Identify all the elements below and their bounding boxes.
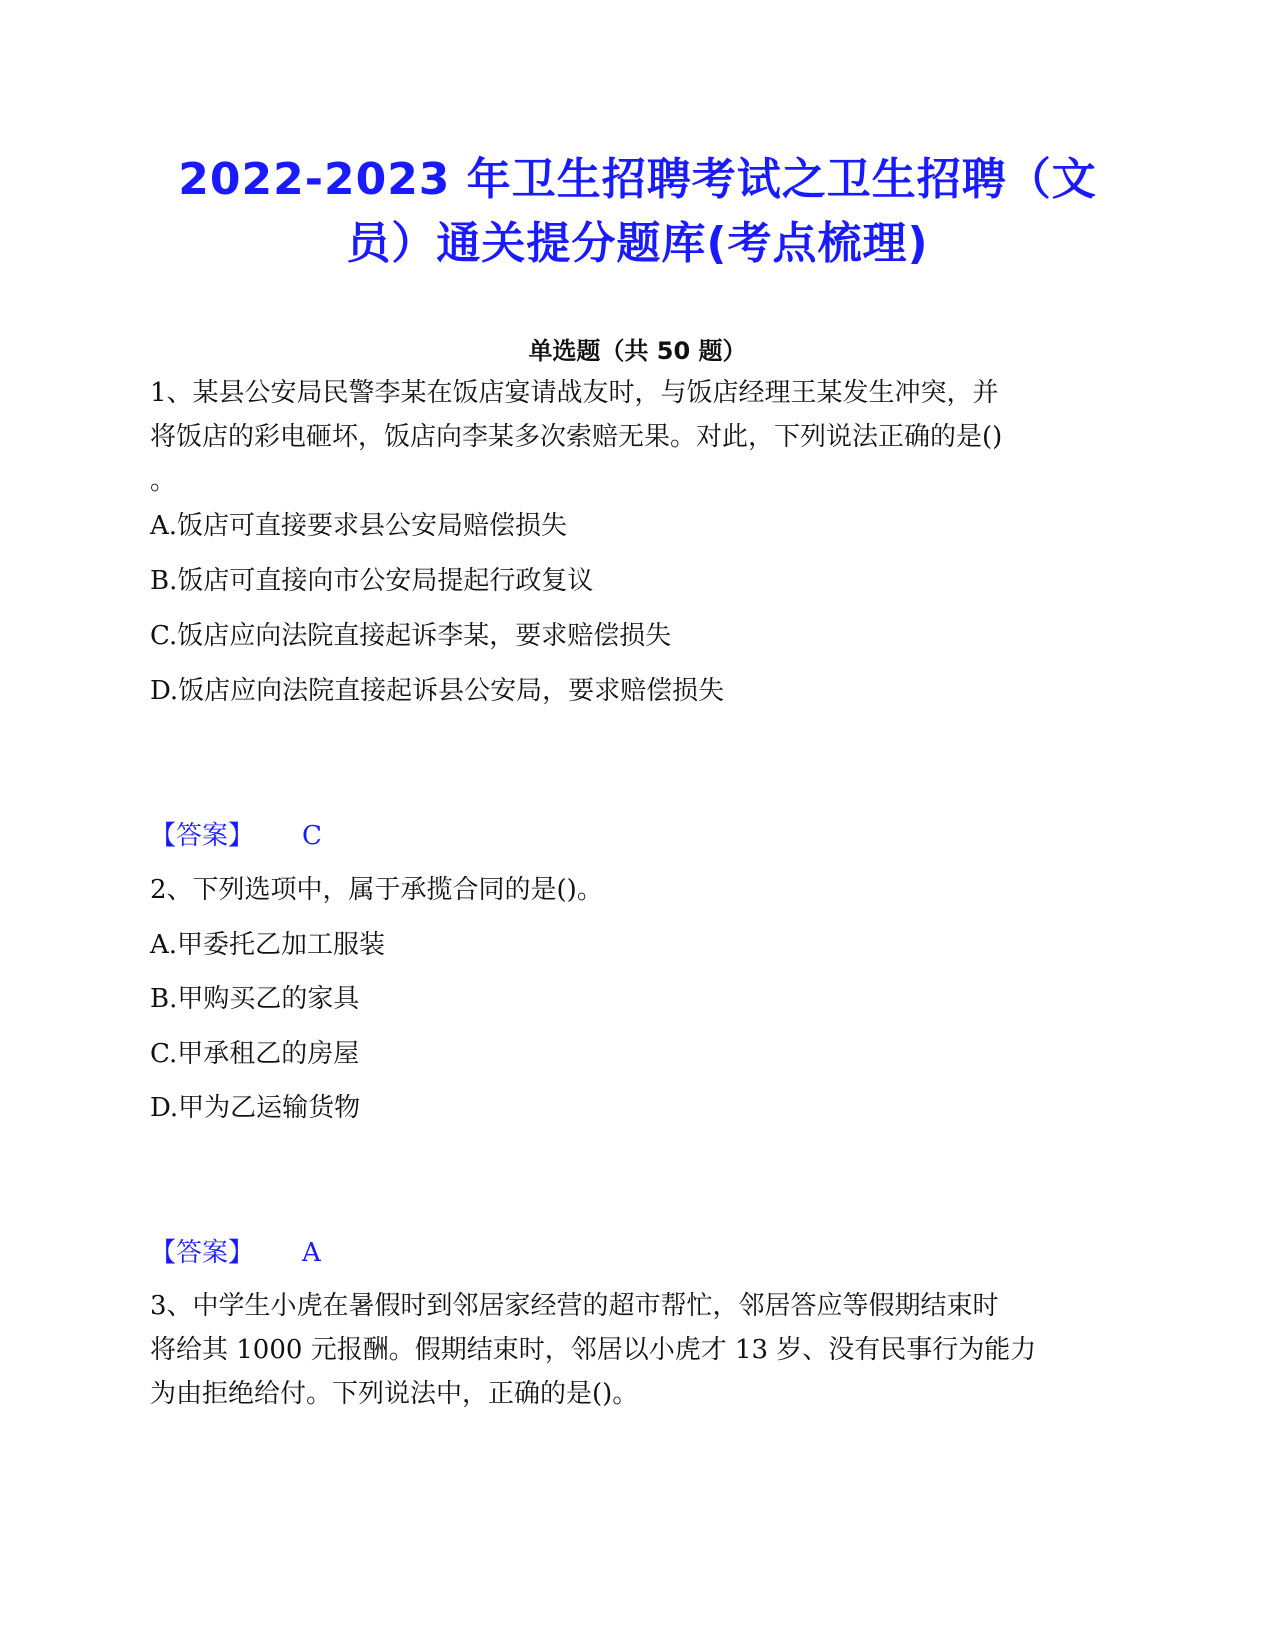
question-1-answer <box>150 818 322 854</box>
answer-value: C <box>302 821 322 851</box>
document-title-line-1: 2022-2023 年卫生招聘考试之卫生招聘（文 <box>178 154 1097 205</box>
answer-label: 【答案】 <box>150 1238 255 1268</box>
question-2-text: 2、下列选项中，属于承揽合同的是()。 <box>150 875 603 905</box>
question-3-line-3: 为由拒绝给付。下列说法中，正确的是()。 <box>150 1379 639 1409</box>
question-3-line-1: 3、中学生小虎在暑假时到邻居家经营的超市帮忙，邻居答应等假期结束时 <box>150 1291 999 1321</box>
question-1-line-3: 。 <box>150 466 177 496</box>
document-title <box>150 148 1125 276</box>
answer-label: 【答案】 <box>150 821 255 851</box>
question-1-option-a: A.饭店可直接要求县公安局赔偿损失 <box>150 511 568 541</box>
question-1-option-d: D.饭店应向法院直接起诉县公安局，要求赔偿损失 <box>150 676 725 706</box>
question-1-option-c: C.饭店应向法院直接起诉李某，要求赔偿损失 <box>150 621 672 651</box>
question-3-line-2: 将给其 1000 元报酬。假期结束时，邻居以小虎才 13 岁、没有民事行为能力 <box>150 1335 1037 1365</box>
question-1-text <box>150 371 1110 503</box>
document-title-line-2: 员）通关提分题库(考点梳理) <box>346 218 929 269</box>
question-3-text <box>150 1284 1110 1416</box>
section-heading: 单选题（共 50 题） <box>528 337 747 365</box>
question-2-option-a: A.甲委托乙加工服装 <box>150 930 386 960</box>
question-2-option-d: D.甲为乙运输货物 <box>150 1093 361 1123</box>
question-2-option-b: B.甲购买乙的家具 <box>150 984 360 1014</box>
question-1-line-1: 1、某县公安局民警李某在饭店宴请战友时，与饭店经理王某发生冲突，并 <box>150 378 999 408</box>
question-2-answer <box>150 1235 321 1271</box>
question-1-line-2: 将饭店的彩电砸坏，饭店向李某多次索赔无果。对此，下列说法正确的是() <box>150 422 1003 452</box>
question-2-option-c: C.甲承租乙的房屋 <box>150 1039 360 1069</box>
question-1-option-b: B.饭店可直接向市公安局提起行政复议 <box>150 566 594 596</box>
answer-value: A <box>302 1238 321 1268</box>
